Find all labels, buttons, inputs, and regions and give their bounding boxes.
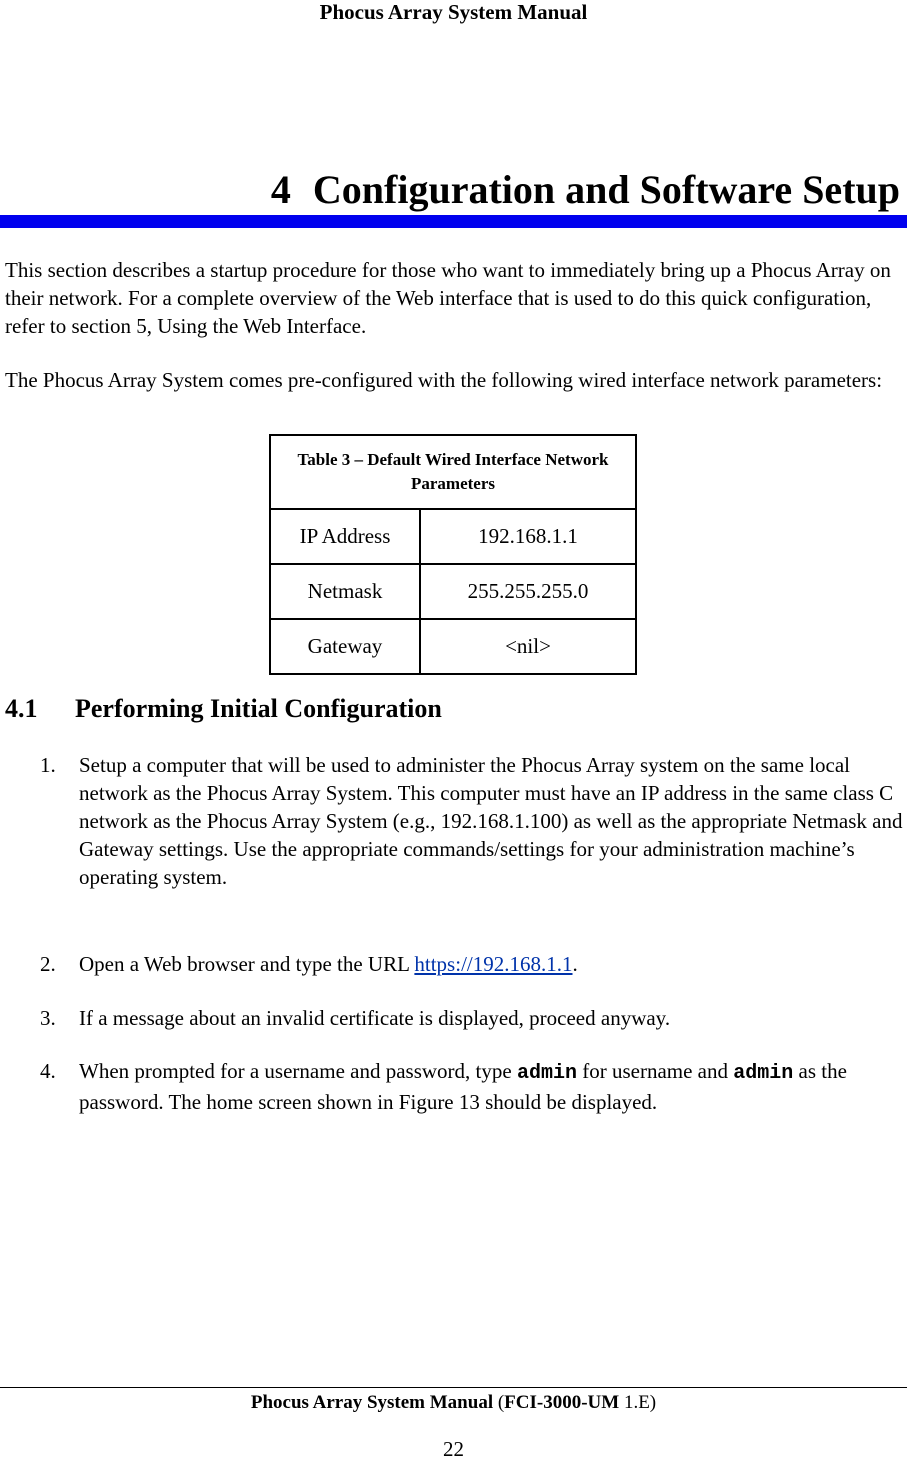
- table-cell-key: Gateway: [270, 619, 420, 674]
- step-text-pre: Open a Web browser and type the URL: [79, 952, 415, 976]
- step-text-pre: When prompted for a username and password, type: [79, 1059, 517, 1083]
- step-number: 3.: [40, 1006, 56, 1030]
- page-number: 22: [443, 1437, 464, 1461]
- table-cell-value: 192.168.1.1: [420, 509, 636, 564]
- chapter-number: 4: [270, 167, 291, 212]
- step-number: 1.: [40, 753, 56, 777]
- footer-title: Phocus Array System Manual: [250, 1392, 494, 1413]
- step-number: 2.: [40, 952, 56, 976]
- step-number: 4.: [40, 1059, 56, 1083]
- step-text-mid: for username and: [576, 1059, 734, 1083]
- step-text-post: .: [572, 952, 578, 976]
- table-row: [270, 619, 636, 674]
- step-text: [79, 1057, 905, 1116]
- table-caption: Table 3 – Default Wired Interface Network Parameters: [270, 435, 636, 509]
- page-footer: [0, 1390, 907, 1416]
- intro-paragraph-2: The Phocus Array System comes pre-configured with the following wired interface network parameters:: [5, 368, 883, 392]
- step-text: If a message about an invalid certificate is displayed, proceed anyway.: [79, 1006, 671, 1030]
- footer-open: (: [493, 1392, 505, 1413]
- table-cell-key: IP Address: [270, 509, 420, 564]
- url-link[interactable]: https://192.168.1.1: [414, 952, 573, 976]
- section-number: 4.1: [5, 694, 38, 723]
- chapter-title: [0, 162, 900, 218]
- chapter-title-text: Configuration and Software Setup: [312, 167, 900, 212]
- step-text-post: as the password. The home screen shown in Figure 13 should be displayed.: [79, 1059, 847, 1114]
- step-text: [79, 950, 905, 978]
- username-code: admin: [516, 1062, 577, 1085]
- table-cell-key: Netmask: [270, 564, 420, 619]
- password-code: admin: [733, 1062, 794, 1085]
- table-cell-value: <nil>: [420, 619, 636, 674]
- page-header: Phocus Array System Manual: [319, 0, 588, 24]
- footer-doc-code: FCI-3000-UM: [504, 1392, 620, 1413]
- table-cell-value: 255.255.255.0: [420, 564, 636, 619]
- table-row: [270, 564, 636, 619]
- intro-paragraph-1: This section describes a startup procedure for those who want to immediately bring up a Phocus Array on their network. For a complete overview of the Web interface that is used to do this quick configuration, refer to section 5, Using the Web Interface.: [5, 258, 891, 338]
- section-heading: [5, 693, 442, 725]
- footer-rule: [0, 1387, 907, 1388]
- section-title: Performing Initial Configuration: [75, 694, 442, 723]
- step-text: Setup a computer that will be used to administer the Phocus Array system on the same local network as the Phocus Array System. This computer must have an IP address in the same class C network as the Phocus Array System (e.g., 192.168.1.100) as well as the appropriate Netmask and Gateway settings. Use the appropriate commands/settings for your administration machine’s operating system.: [79, 753, 903, 889]
- footer-version: 1.E): [619, 1392, 657, 1413]
- title-rule: [0, 215, 907, 228]
- default-network-parameters-table: [269, 434, 637, 675]
- table-row: [270, 509, 636, 564]
